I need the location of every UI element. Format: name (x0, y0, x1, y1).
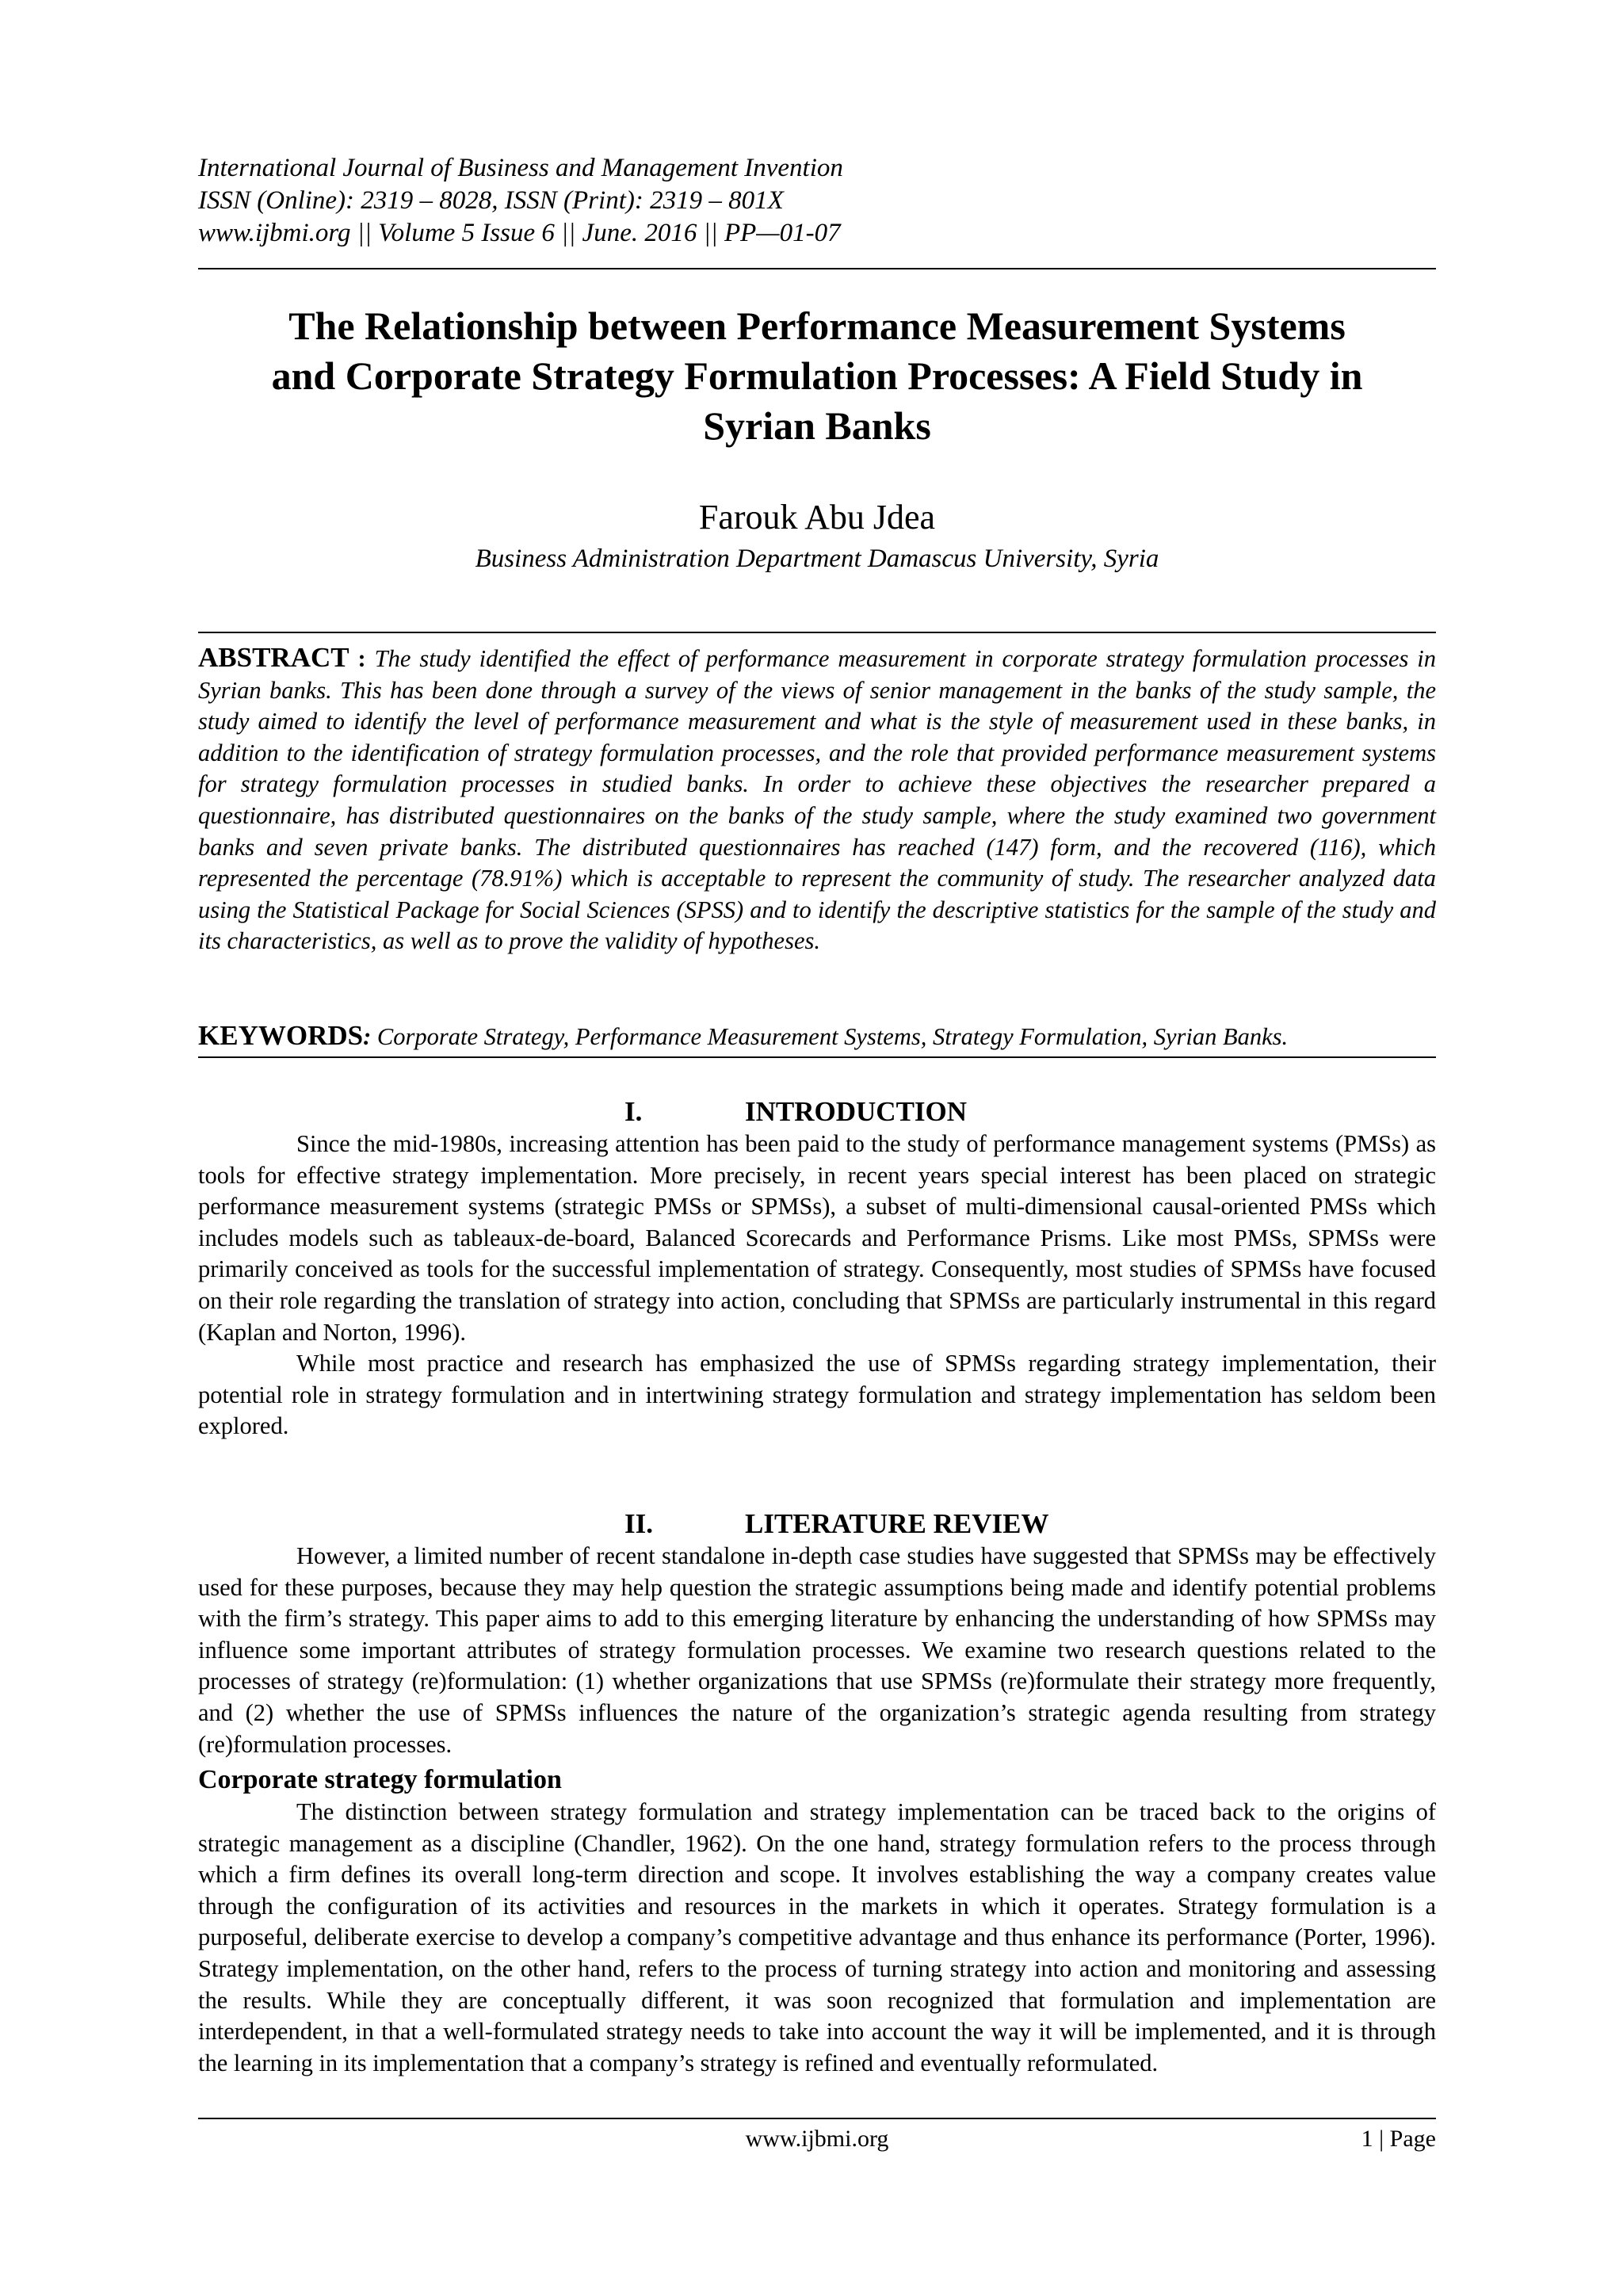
keywords-block (198, 1018, 1436, 1054)
abstract-text: The study identified the effect of performance measurement in corporate strategy formulation processes in Syrian banks. This has been done through a survey of the views of senior management in the banks of the study sample, the study aimed to identify the level of performance measurement and what is the style of measurement used in these banks, in addition to the identification of strategy formulation processes, and the role that provided performance measurement systems for strategy formulation processes in studied banks. In order to achieve these objectives the researcher prepared a questionnaire, has distributed questionnaires on the banks of the study sample, where the study examined two government banks and seven private banks. The distributed questionnaires has reached (147) form, and the recovered (116), which represented the percentage (78.91%) which is acceptable to represent the community of study. The researcher analyzed data using the Statistical Package for Social Sciences (SPSS) and to identify the descriptive statistics for the sample of the study and its characteristics, as well as to prove the validity of hypotheses. (198, 645, 1436, 955)
literature-paragraph-1: However, a limited number of recent standalone in-depth case studies have suggested that SPMSs may be effectively used for these purposes, because they may help question the strategic assumptions being made and identify potential problems with the firm’s strategy. This paper aims to add to this emerging literature by enhancing the understanding of how SPMSs may influence some important attributes of strategy formulation processes. We examine two research questions related to the processes of strategy (re)formulation: (1) whether organizations that use SPMSs (re)formulate their strategy more frequently, and (2) whether the use of SPMSs influences the nature of the organization’s strategic agenda resulting from strategy (re)formulation processes. (198, 1542, 1436, 1758)
abstract-block (198, 642, 1436, 957)
journal-header (198, 152, 1436, 250)
title-line-1: The Relationship between Performance Measurement Systems (288, 304, 1346, 348)
author-name: Farouk Abu Jdea (698, 498, 936, 537)
subheading-corporate-strategy-formulation: Corporate strategy formulation (198, 1765, 562, 1794)
keywords-text: Corporate Strategy, Performance Measurement Systems, Strategy Formulation, Syrian Banks. (376, 1023, 1289, 1050)
header-rule (198, 268, 1436, 269)
journal-volume: www.ijbmi.org || Volume 5 Issue 6 || June. 2016 || PP—01-07 (198, 219, 841, 247)
introduction-body (198, 1129, 1436, 1442)
journal-issn: ISSN (Online): 2319 – 8028, ISSN (Print): 2319 – 801X (198, 186, 784, 215)
abstract-label: ABSTRACT (198, 642, 349, 673)
paper-page (198, 0, 1436, 2296)
title-line-3: Syrian Banks (703, 403, 931, 448)
keywords-separator: : (363, 1023, 377, 1050)
keywords-label: KEYWORDS (198, 1020, 364, 1051)
corporate-strategy-paragraph: The distinction between strategy formulation and strategy implementation can be traced back to the origins of strategic management as a discipline (Chandler, 1962). On the one hand, strategy formulation refers to the process through which a firm defines its overall long-term direction and scope. It involves establishing the way a company creates value through the configuration of its activities and resources in the markets in which it operates. Strategy formulation is a purposeful, deliberate exercise to develop a company’s competitive advantage and thus enhance its performance (Porter, 1996). Strategy implementation, on the other hand, refers to the process of turning strategy into action and monitoring and assessing the results. While they are conceptually different, it was soon recognized that formulation and implementation are interdependent, in that a well-formulated strategy needs to take into account the way it will be implemented, and it is through the learning in its implementation that a company’s strategy is refined and eventually reformulated. (198, 1798, 1436, 2076)
section-title: LITERATURE REVIEW (745, 1508, 1049, 1539)
abstract-separator: : (349, 645, 375, 672)
paper-title (198, 301, 1436, 451)
corporate-strategy-body (198, 1797, 1436, 2079)
journal-name: International Journal of Business and Management Invention (198, 154, 843, 182)
keywords-bottom-rule (198, 1056, 1436, 1058)
section-number: I. (624, 1096, 643, 1127)
introduction-paragraph-1: Since the mid-1980s, increasing attention has been paid to the study of performance management systems (PMSs) as tools for effective strategy implementation. More precisely, in recent years special interest has been placed on strategic performance measurement systems (strategic PMSs or SPMSs), a subset of multi-dimensional causal-oriented PMSs which includes models such as tableaux-de-board, Balanced Scorecards and Performance Prisms. Like most PMSs, SPMSs were primarily conceived as tools for the successful implementation of strategy. Consequently, most studies of SPMSs have focused on their role regarding the translation of strategy into action, concluding that SPMSs are particularly instrumental in this regard (Kaplan and Norton, 1996). (198, 1130, 1436, 1346)
section-number: II. (624, 1508, 653, 1539)
introduction-paragraph-2: While most practice and research has emphasized the use of SPMSs regarding strategy implementation, their potential role in strategy formulation and in intertwining strategy formulation and strategy implementation has seldom been explored. (198, 1350, 1436, 1440)
abstract-top-rule (198, 632, 1436, 633)
literature-review-body (198, 1541, 1436, 1760)
author-affiliation: Business Administration Department Damascus University, Syria (475, 544, 1159, 573)
section-title: INTRODUCTION (745, 1096, 968, 1127)
footer-page-number: 1 | Page (1361, 2126, 1436, 2152)
footer-rule (198, 2118, 1436, 2119)
title-line-2: and Corporate Strategy Formulation Processes: A Field Study in (271, 353, 1363, 398)
footer-url: www.ijbmi.org (745, 2126, 889, 2152)
